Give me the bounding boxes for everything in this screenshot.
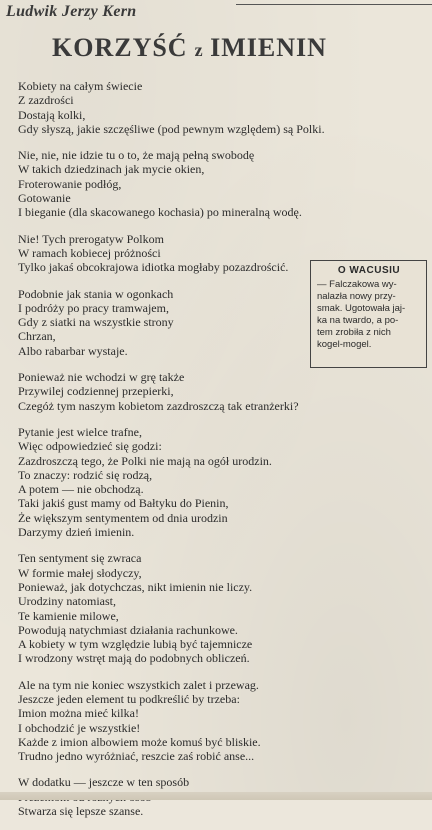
sidebar-joke-box xyxy=(310,260,427,368)
poem-line: W dodatku — jeszcze w ten sposób xyxy=(18,775,190,790)
poem-body xyxy=(18,79,428,830)
poem-line: Ten sentyment się zwraca xyxy=(18,551,142,566)
poem-line: Gdy słyszą, jakie szczęśliwe (pod pewnym względem) są Polki. xyxy=(18,121,325,136)
sidebar-joke-line: nalazła nowy przy- xyxy=(317,291,396,302)
poem-line: Nie, nie, nie idzie tu o to, że mają pełną swobodę xyxy=(18,148,255,163)
poem-line: Albo rabarbar wystaje. xyxy=(18,343,128,358)
poem-line: Czegóż tym naszym kobietom zazdroszczą tak etranżerki? xyxy=(18,398,299,413)
poem-stanza xyxy=(18,370,428,413)
top-divider-rule xyxy=(236,4,432,5)
poem-stanza xyxy=(18,148,428,219)
poem-line: A potem — nie obchodzą. xyxy=(18,482,144,497)
poem-line: Trudno jedno wyróżniać, reszcie zaś robić anse... xyxy=(18,749,255,764)
poem-line: Że większym sentymentem od dnia urodzin xyxy=(18,510,228,525)
sidebar-joke-line: tem zrobiła z nich xyxy=(317,327,391,338)
poem-line: Kobiety na całym świecie xyxy=(18,79,143,93)
poem-line: Powodują natychmiast działania rachunkowe. xyxy=(18,622,238,637)
poem-line: I obchodzić je wszystkie! xyxy=(18,720,141,735)
poem-line: Stwarza się lepsze szanse. xyxy=(18,804,144,819)
title-word-main: KORZYŚĆ xyxy=(52,33,188,62)
page-bottom-edge xyxy=(0,792,432,800)
poem-stanza xyxy=(18,425,428,539)
poem-line: To znaczy: rodzić się rodzą, xyxy=(18,467,153,482)
poem-line: Ponieważ nie wchodzi w grę także xyxy=(18,370,185,385)
poem-stanza xyxy=(18,678,428,764)
poem-line: Ale na tym nie koniec wszystkich zalet i przewag. xyxy=(18,677,259,692)
sidebar-joke-line: smak. Ugotowała jaj- xyxy=(317,303,406,314)
poem-line: Zazdroszczą tego, że Polki nie mają na ogół urodzin. xyxy=(18,453,272,468)
title-word-join: z xyxy=(194,40,204,60)
sidebar-joke-title: O WACUSIU xyxy=(337,265,401,276)
poem-line: Więc odpowiedzieć się godzi: xyxy=(18,439,162,454)
author-name: Ludwik Jerzy Kern xyxy=(6,3,137,20)
poem-line: I bieganie (dla skacowanego kochasia) po mineralną wodę. xyxy=(18,205,302,220)
poem-line: W takich dziedzinach jak mycie okien, xyxy=(18,162,205,177)
poem-line: Przywilej codziennej przepierki, xyxy=(18,384,174,399)
poem-line: I wrodzony wstręt mają do podobnych obliczeń. xyxy=(18,651,250,666)
sidebar-joke-line: ka na twardo, a po- xyxy=(317,315,399,326)
poem-line: Chrzan, xyxy=(18,329,56,344)
poem-line: Froterowanie podłóg, xyxy=(18,176,122,191)
poem-line: Z zazdrości xyxy=(18,93,74,108)
poem-line: Gotowanie xyxy=(18,191,71,206)
poem-line: A kobiety w tym względzie lubią być tajemnicze xyxy=(18,637,253,652)
sidebar-joke-line: kogel-mogel. xyxy=(317,339,372,350)
poem-line: Darzymy dzień imienin. xyxy=(18,525,135,540)
poem-line: Ponieważ, jak dotychczas, nikt imienin nie liczy. xyxy=(18,579,253,594)
sidebar-joke-line: — Falczakowa wy- xyxy=(317,279,397,290)
poem-line: Nie! Tych prerogatyw Polkom xyxy=(18,231,164,246)
poem-line: Podobnie jak stania w ogonkach xyxy=(18,286,174,301)
sidebar-joke-text xyxy=(317,279,421,351)
poem-line: Tylko jakaś obcokrajowa idiotka mogłaby pozazdrościć. xyxy=(18,260,289,275)
article-title xyxy=(52,33,327,63)
title-word-end: IMIENIN xyxy=(210,33,327,62)
poem-line: Gdy z siatki na wszystkie strony xyxy=(18,315,174,330)
poem-line: Urodziny natomiast, xyxy=(18,594,116,609)
poem-line: Dostają kolki, xyxy=(18,107,86,122)
poem-line: Taki jakiś gust mamy od Bałtyku do Pienin, xyxy=(18,496,229,511)
poem-line: Jeszcze jeden element tu podkreślić by trzeba: xyxy=(18,691,240,706)
poem-line: Pytanie jest wielce trafne, xyxy=(18,424,142,439)
poem-line: Te kamienie milowe, xyxy=(18,608,119,623)
poem-line: I podróży po pracy tramwajem, xyxy=(18,300,169,315)
poem-line: Imion można mieć kilka! xyxy=(18,706,139,721)
poem-stanza xyxy=(18,79,428,136)
poem-line: W ramach kobiecej próżności xyxy=(18,245,161,260)
poem-line: Każde z imion albowiem może komuś być bliskie. xyxy=(18,734,261,749)
poem-line: W formie małej słodyczy, xyxy=(18,565,142,580)
poem-stanza xyxy=(18,551,428,665)
